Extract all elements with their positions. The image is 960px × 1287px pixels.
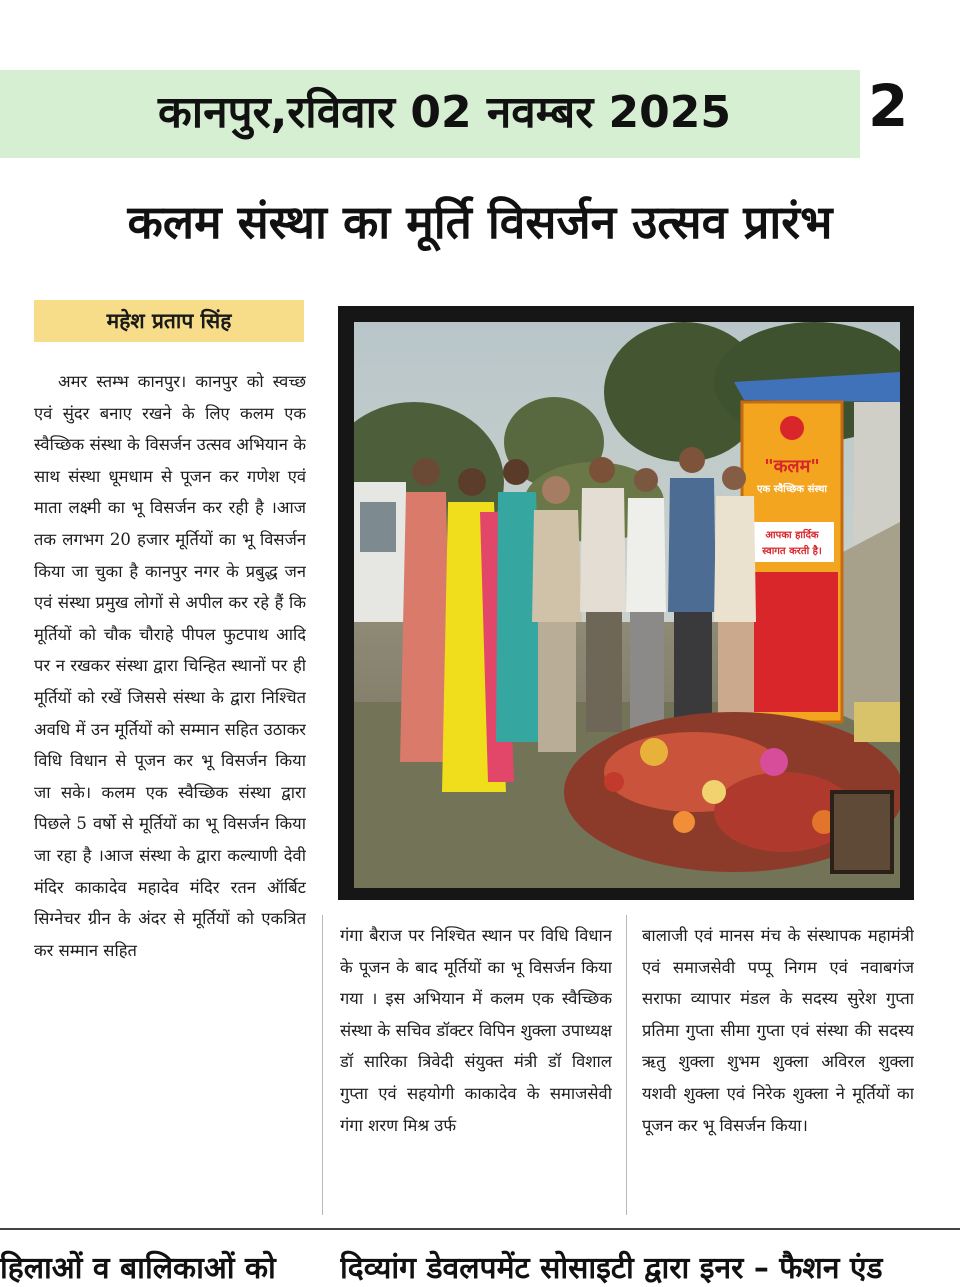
article-paragraph: गंगा बैराज पर निश्चित स्थान पर विधि विधान के पूजन के बाद मूर्तियों का भू विसर्जन किया गया । इस अभियान में कलम एक स्वैच्छिक संस्था के सचिव डॉक्टर विपिन शुक्ला उपाध्यक्ष डॉ सारिका त्रिवेदी संयुक्त मंत्री डॉ विशाल गुप्ता एवं सहयोगी काकादेव के समाजसेवी गंगा शरण मिश्र उर्फ (340, 926, 612, 1135)
byline: महेश प्रताप सिंह (34, 300, 304, 342)
photo-image (354, 322, 900, 888)
banner-title: "कलम" (764, 456, 820, 477)
news-photo (338, 306, 914, 900)
dateline: कानपुर,रविवार 02 नवम्बर 2025 (158, 87, 731, 138)
banner-welcome-2: स्वागत करती है। (762, 546, 822, 557)
column-divider (626, 915, 627, 1215)
column-divider (322, 915, 323, 1215)
next-article-headline-left: हिलाओं व बालिकाओं को (0, 1251, 276, 1286)
banner-lower-panel (746, 572, 838, 712)
article-column-1 (34, 366, 306, 1212)
section-divider (0, 1228, 960, 1230)
next-article-headline-right: दिव्यांग डेवलपमेंट सोसाइटी द्वारा इनर – फैशन एंड (340, 1251, 883, 1286)
article-paragraph: अमर स्तम्भ कानपुर। कानपुर को स्वच्छ एवं सुंदर बनाए रखने के लिए कलम एक स्वैच्छिक संस्था के विसर्जन उत्सव अभियान के साथ संस्था धूमधाम से पूजन कर गणेश एवं माता लक्ष्मी का भू विसर्जन कर रही है ।आज तक लगभग 20 हजार मूर्तियों का भू विसर्जन किया जा चुका है कानपुर नगर के प्रबुद्ध जन एवं संस्था प्रमुख लोगों से अपील कर रहे हैं कि मूर्तियों को चौक चौराहे पीपल फुटपाथ आदि पर न रखकर संस्था द्वारा चिन्हित स्थानों पर ही मूर्तियों को रखें जिससे संस्था के द्वारा निश्चित अवधि में उन मूर्तियों को सम्मान सहित उठाकर विधि विधान से पूजन कर भू विसर्जन किया जा सके। कलम एक स्वैच्छिक संस्था द्वारा पिछले 5 वर्षो से मूर्तियों का भू विसर्जन किया जा रहा है ।आज संस्था के द्वारा कल्याणी देवी मंदिर काकादेव महादेव मंदिर रतन ऑर्बिट सिग्नेचर ग्रीन के अंदर से मूर्तियों को एकत्रित कर सम्मान सहित (34, 372, 306, 960)
article-paragraph: बालाजी एवं मानस मंच के संस्थापक महामंत्री एवं समाजसेवी पप्पू निगम एवं नवाबगंज सराफा व्यापार मंडल के सदस्य सुरेश गुप्ता प्रतिमा गुप्ता सीमा गुप्ता एवं संस्था की सदस्य ऋतु शुक्ला शुभम शुक्ला अविरल शुक्ला यशवी शुक्ला एवं निरेक शुक्ला ने मूर्तियों का पूजन कर भू विसर्जन किया। (642, 926, 914, 1135)
banner-welcome-1: आपका हार्दिक (765, 530, 819, 541)
banner-subtitle: एक स्वैच्छिक संस्था (756, 484, 828, 495)
headline: कलम संस्था का मूर्ति विसर्जन उत्सव प्रारंभ (127, 195, 833, 249)
article-column-2 (340, 920, 612, 1212)
page-number: 2 (868, 72, 909, 140)
article-column-3 (642, 920, 914, 1212)
